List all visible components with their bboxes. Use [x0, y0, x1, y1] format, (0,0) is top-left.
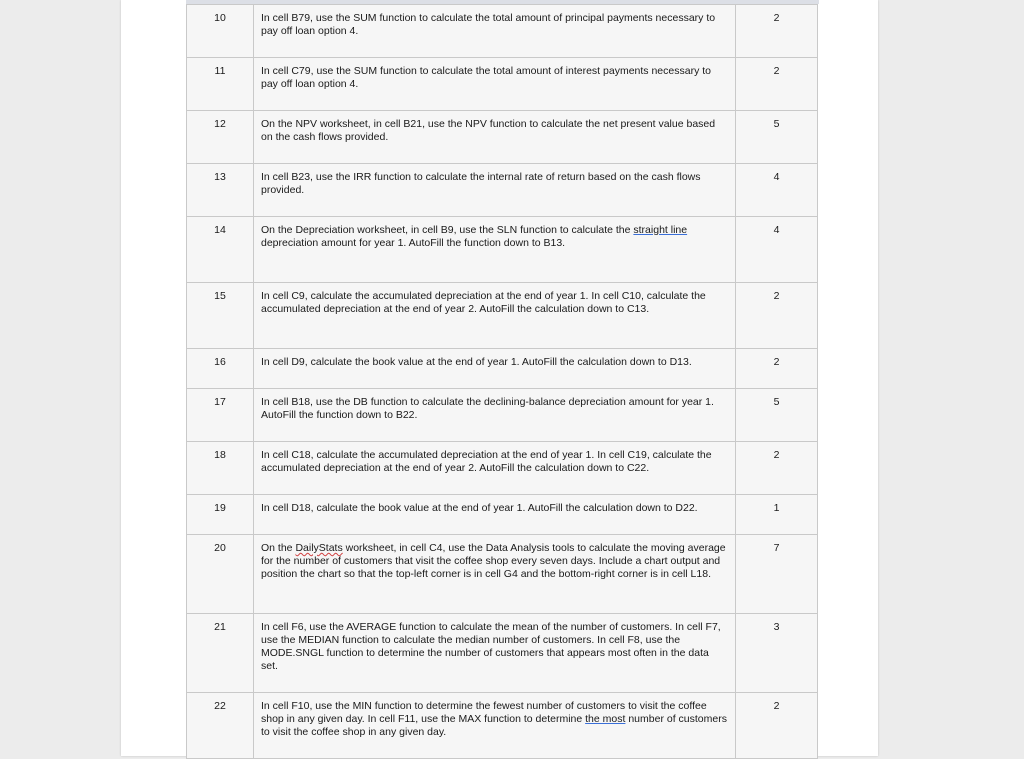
- step-description: In cell F6, use the AVERAGE function to calculate the mean of the number of customers. In cell F7, use the MEDIAN function to calculate the median number of customers. In cell F8, use the MODE.SNGL function to determine the number of customers that appears most often in the data set.: [254, 614, 736, 693]
- step-description: [254, 217, 736, 283]
- description-text: worksheet, in cell C4, use the Data Analysis tools to calculate the moving average for the number of customers that visit the coffee shop every seven days. Include a chart output and position the chart so that the top-left corner is in cell G4 and the bottom-right corner is in cell L18.: [261, 542, 726, 580]
- points-possible: 3: [736, 614, 818, 693]
- step-description: In cell C79, use the SUM function to calculate the total amount of interest payments necessary to pay off loan option 4.: [254, 58, 736, 111]
- step-number: 20: [187, 535, 254, 614]
- step-description: On the NPV worksheet, in cell B21, use the NPV function to calculate the net present value based on the cash flows provided.: [254, 111, 736, 164]
- table-row: [187, 614, 818, 693]
- step-number: 14: [187, 217, 254, 283]
- points-possible: 2: [736, 5, 818, 58]
- grammar-flagged-text[interactable]: the most: [585, 713, 626, 725]
- step-number: 18: [187, 442, 254, 495]
- table-row: [187, 5, 818, 58]
- description-text: In cell F10, use the MIN function to determine the fewest number of customers to visit the coffee shop in any given day. In cell F11, use the MAX function to determine: [261, 700, 707, 725]
- instructions-table: [186, 4, 818, 759]
- step-description: [254, 535, 736, 614]
- document-page: [121, 0, 878, 756]
- step-number: 13: [187, 164, 254, 217]
- step-number: 15: [187, 283, 254, 349]
- step-description: In cell B23, use the IRR function to calculate the internal rate of return based on the cash flows provided.: [254, 164, 736, 217]
- step-description: In cell C9, calculate the accumulated depreciation at the end of year 1. In cell C10, calculate the accumulated depreciation at the end of year 2. AutoFill the calculation down to C13.: [254, 283, 736, 349]
- table-row: [187, 164, 818, 217]
- step-number: 19: [187, 495, 254, 535]
- step-description: In cell C18, calculate the accumulated depreciation at the end of year 1. In cell C19, calculate the accumulated depreciation at the end of year 2. AutoFill the calculation down to C22.: [254, 442, 736, 495]
- table-row: [187, 389, 818, 442]
- step-number: 11: [187, 58, 254, 111]
- step-number: 21: [187, 614, 254, 693]
- grammar-flagged-text[interactable]: straight line: [633, 224, 688, 236]
- table-row: [187, 111, 818, 164]
- table-row: [187, 495, 818, 535]
- step-description: In cell D18, calculate the book value at the end of year 1. AutoFill the calculation down to D22.: [254, 495, 736, 535]
- step-number: 12: [187, 111, 254, 164]
- points-possible: 2: [736, 442, 818, 495]
- points-possible: 2: [736, 283, 818, 349]
- points-possible: 2: [736, 693, 818, 759]
- points-possible: 4: [736, 217, 818, 283]
- description-text: number of customers to visit the coffee shop in any given day.: [261, 713, 727, 738]
- table-row: [187, 283, 818, 349]
- points-possible: 4: [736, 164, 818, 217]
- description-text: depreciation amount for year 1. AutoFill the function down to B13.: [261, 237, 566, 249]
- points-possible: 1: [736, 495, 818, 535]
- table-row: [187, 58, 818, 111]
- points-possible: 5: [736, 111, 818, 164]
- points-possible: 7: [736, 535, 818, 614]
- table-row: [187, 442, 818, 495]
- points-possible: 2: [736, 349, 818, 389]
- step-description: In cell B18, use the DB function to calculate the declining-balance depreciation amount for year 1. AutoFill the function down to B22.: [254, 389, 736, 442]
- table-row: [187, 535, 818, 614]
- step-number: 22: [187, 693, 254, 759]
- points-possible: 5: [736, 389, 818, 442]
- step-description: In cell B79, use the SUM function to calculate the total amount of principal payments necessary to pay off loan option 4.: [254, 5, 736, 58]
- step-number: 16: [187, 349, 254, 389]
- step-number: 17: [187, 389, 254, 442]
- step-number: 10: [187, 5, 254, 58]
- points-possible: 2: [736, 58, 818, 111]
- table-row: [187, 349, 818, 389]
- description-text: On the Depreciation worksheet, in cell B9, use the SLN function to calculate the: [261, 224, 634, 236]
- description-text: On the: [261, 542, 296, 554]
- table-row: [187, 217, 818, 283]
- step-description: In cell D9, calculate the book value at the end of year 1. AutoFill the calculation down to D13.: [254, 349, 736, 389]
- step-description: [254, 693, 736, 759]
- spelling-flagged-text[interactable]: DailyStats: [295, 542, 343, 554]
- table-row: [187, 693, 818, 759]
